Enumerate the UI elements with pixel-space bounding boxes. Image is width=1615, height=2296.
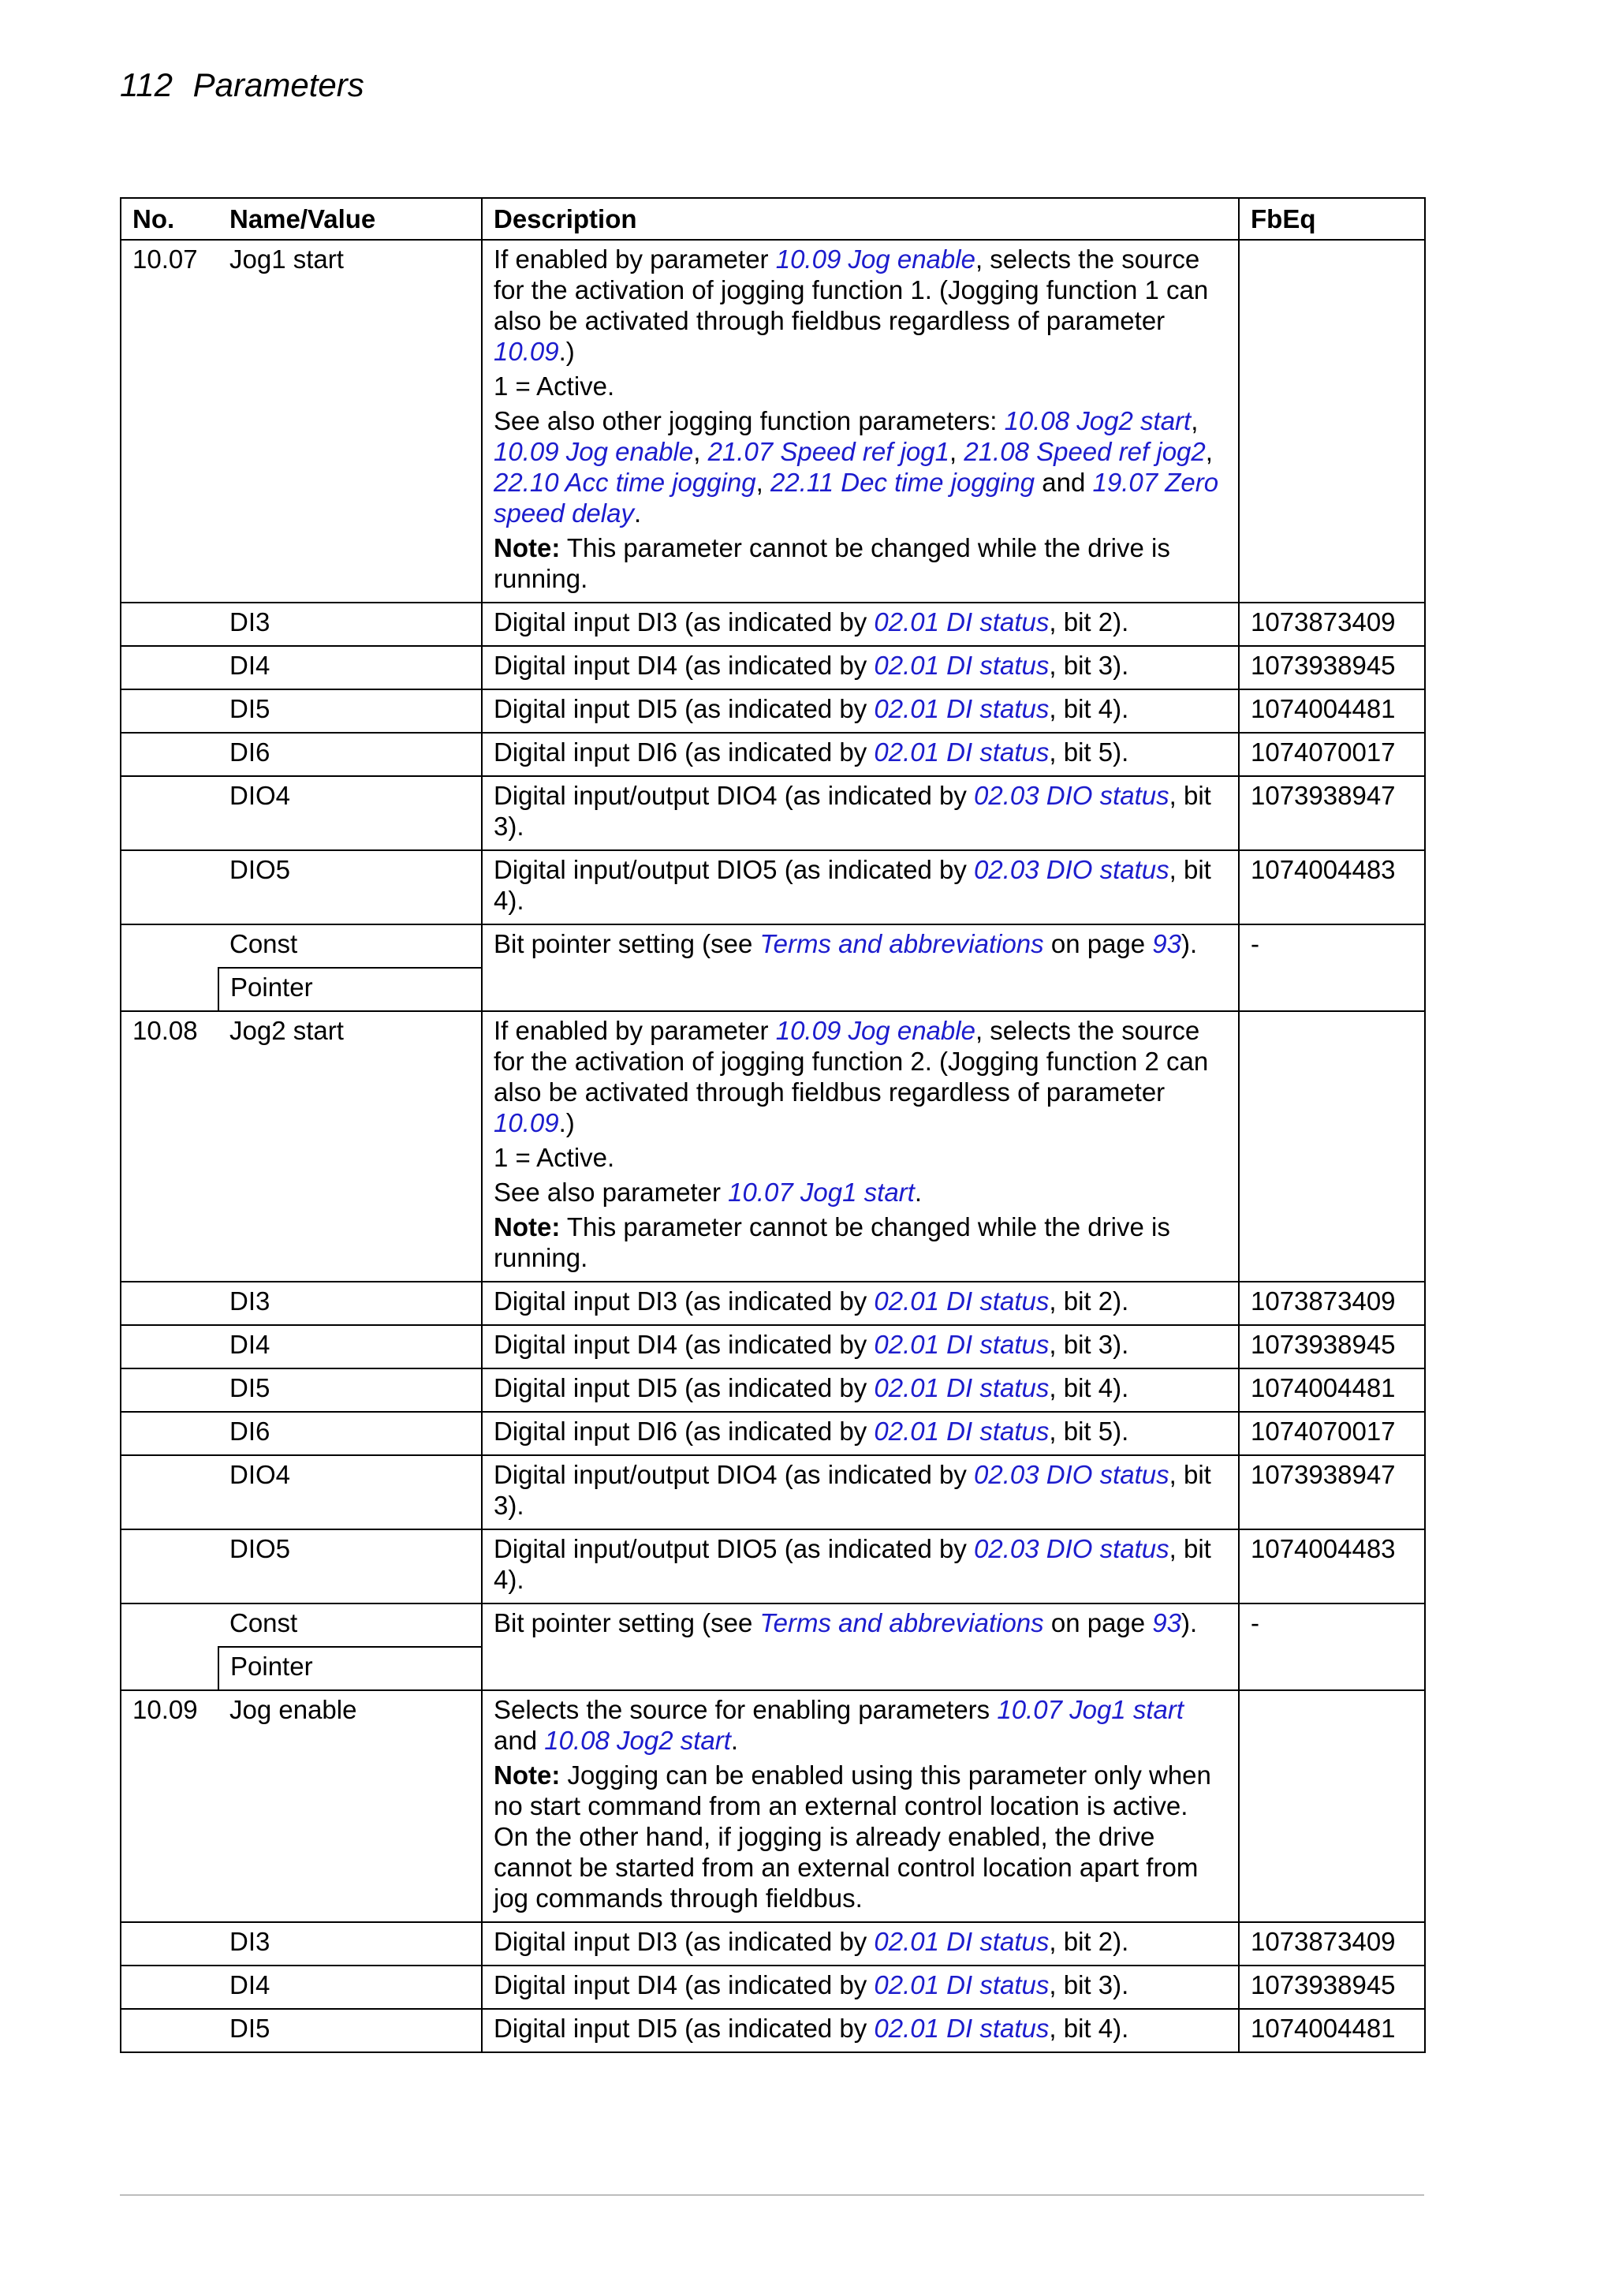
param-link[interactable]: 22.11 Dec time jogging [770, 468, 1035, 497]
value-row-dio5 [121, 850, 1425, 924]
param-link[interactable]: 10.08 Jog2 start [1004, 406, 1192, 435]
param-link[interactable]: 10.09 Jog enable [775, 245, 975, 274]
value-row-di3 [121, 603, 1425, 646]
value-fbeq: 1073873409 [1239, 1922, 1425, 1966]
value-name: DI6 [218, 1412, 482, 1455]
value-description: Digital input/output DIO4 (as indicated by 02.03 DIO status, bit 3). [482, 776, 1239, 850]
param-fbeq [1239, 1011, 1425, 1282]
value-row-di4 [121, 1966, 1425, 2009]
value-fbeq: 1073938945 [1239, 1966, 1425, 2009]
value-fbeq: 1073938945 [1239, 1325, 1425, 1368]
value-row-dio4 [121, 1455, 1425, 1529]
value-fbeq: 1074004481 [1239, 689, 1425, 733]
value-fbeq: 1074004483 [1239, 850, 1425, 924]
value-fbeq: 1074004481 [1239, 2009, 1425, 2052]
footer-divider [120, 2194, 1424, 2196]
status-link[interactable]: 02.03 DIO status [974, 781, 1169, 810]
status-link[interactable]: 02.01 DI status [874, 2014, 1050, 2043]
param-row-10-08 [121, 1011, 1425, 1282]
param-link[interactable]: 10.09 Jog enable [494, 437, 694, 466]
value-name: DI4 [218, 1966, 482, 2009]
status-link[interactable]: 02.01 DI status [874, 1286, 1050, 1316]
note-label: Note: [494, 533, 561, 562]
param-link[interactable]: 10.07 Jog1 start [997, 1695, 1184, 1724]
col-header-no: No. [121, 198, 218, 240]
param-link[interactable]: 21.08 Speed ref jog2 [964, 437, 1206, 466]
param-link[interactable]: 10.09 Jog enable [775, 1016, 975, 1045]
value-description: Digital input/output DIO5 (as indicated by 02.03 DIO status, bit 4). [482, 1529, 1239, 1603]
value-name: DI4 [218, 646, 482, 689]
param-fbeq [1239, 240, 1425, 603]
col-header-description: Description [482, 198, 1239, 240]
param-description: If enabled by parameter 10.09 Jog enable, selects the source for the activation of jogging function 2. (Jogging function 2 can also be activated through fieldbus regardless of parameter 10.09.) 1 = Active. See also parameter 10.07 Jog1 start. Note: This parameter cannot be changed while the drive is running. [482, 1011, 1239, 1282]
value-description: Digital input DI5 (as indicated by 02.01 DI status, bit 4). [482, 1368, 1239, 1412]
value-name: DIO4 [218, 1455, 482, 1529]
value-fbeq: 1074070017 [1239, 1412, 1425, 1455]
page-header [120, 66, 364, 104]
param-fbeq [1239, 1690, 1425, 1922]
status-link[interactable]: 02.01 DI status [874, 651, 1050, 680]
value-fbeq: 1074004483 [1239, 1529, 1425, 1603]
value-description: Digital input DI6 (as indicated by 02.01 DI status, bit 5). [482, 1412, 1239, 1455]
status-link[interactable]: 02.03 DIO status [974, 855, 1169, 884]
value-name: DI5 [218, 689, 482, 733]
param-row-10-07 [121, 240, 1425, 603]
value-description: Digital input DI5 (as indicated by 02.01 DI status, bit 4). [482, 2009, 1239, 2052]
value-row-const [121, 924, 1425, 968]
status-link[interactable]: 02.01 DI status [874, 1373, 1050, 1402]
page-number: 112 [120, 66, 173, 103]
status-link[interactable]: 02.03 DIO status [974, 1460, 1169, 1489]
terms-link[interactable]: Terms and abbreviations [759, 929, 1044, 958]
value-description: Bit pointer setting (see Terms and abbreviations on page 93). [482, 1603, 1239, 1690]
col-header-name-value: Name/Value [218, 198, 482, 240]
value-row-dio5 [121, 1529, 1425, 1603]
value-fbeq: 1073873409 [1239, 1282, 1425, 1325]
value-name: DI3 [218, 1282, 482, 1325]
value-fbeq: 1073873409 [1239, 603, 1425, 646]
status-link[interactable]: 02.01 DI status [874, 1970, 1050, 1999]
status-link[interactable]: 02.01 DI status [874, 694, 1050, 723]
value-name: Pointer [218, 1647, 482, 1690]
value-name: DIO5 [218, 850, 482, 924]
value-fbeq: 1074004481 [1239, 1368, 1425, 1412]
value-description: Digital input/output DIO4 (as indicated by 02.03 DIO status, bit 3). [482, 1455, 1239, 1529]
value-name: DI3 [218, 1922, 482, 1966]
value-row-di5 [121, 1368, 1425, 1412]
page-link[interactable]: 93 [1152, 1608, 1182, 1637]
param-name: Jog2 start [218, 1011, 482, 1282]
status-link[interactable]: 02.01 DI status [874, 1927, 1050, 1956]
param-link[interactable]: 10.09 [494, 1108, 559, 1137]
value-name: DIO5 [218, 1529, 482, 1603]
value-row-di5 [121, 2009, 1425, 2052]
parameters-table [120, 197, 1426, 2053]
param-name: Jog enable [218, 1690, 482, 1922]
value-row-const [121, 1603, 1425, 1647]
value-name: DI3 [218, 603, 482, 646]
value-description: Digital input DI4 (as indicated by 02.01 DI status, bit 3). [482, 1325, 1239, 1368]
value-row-di3 [121, 1282, 1425, 1325]
value-fbeq: 1074070017 [1239, 733, 1425, 776]
value-description: Digital input DI6 (as indicated by 02.01 DI status, bit 5). [482, 733, 1239, 776]
value-row-di4 [121, 1325, 1425, 1368]
value-description: Bit pointer setting (see Terms and abbreviations on page 93). [482, 924, 1239, 1011]
value-row-di5 [121, 689, 1425, 733]
param-row-10-09 [121, 1690, 1425, 1922]
note-label: Note: [494, 1212, 561, 1241]
param-link[interactable]: 22.10 Acc time jogging [494, 468, 756, 497]
value-fbeq: 1073938945 [1239, 646, 1425, 689]
param-number: 10.07 [121, 240, 218, 603]
value-fbeq: - [1239, 1603, 1425, 1690]
value-description: Digital input DI3 (as indicated by 02.01 DI status, bit 2). [482, 1922, 1239, 1966]
value-name: DI5 [218, 1368, 482, 1412]
param-name: Jog1 start [218, 240, 482, 603]
value-description: Digital input DI3 (as indicated by 02.01 DI status, bit 2). [482, 603, 1239, 646]
value-name: DI5 [218, 2009, 482, 2052]
value-description: Digital input DI3 (as indicated by 02.01 DI status, bit 2). [482, 1282, 1239, 1325]
param-link[interactable]: 10.09 [494, 337, 559, 366]
status-link[interactable]: 02.01 DI status [874, 607, 1050, 637]
status-link[interactable]: 02.01 DI status [874, 1417, 1050, 1446]
value-name: DI6 [218, 733, 482, 776]
value-description: Digital input DI5 (as indicated by 02.01 DI status, bit 4). [482, 689, 1239, 733]
value-description: Digital input DI4 (as indicated by 02.01 DI status, bit 3). [482, 1966, 1239, 2009]
value-row-di6 [121, 1412, 1425, 1455]
col-header-fbeq: FbEq [1239, 198, 1425, 240]
param-description: If enabled by parameter 10.09 Jog enable, selects the source for the activation of jogging function 1. (Jogging function 1 can also be activated through fieldbus regardless of parameter 10.09.) 1 = Active. See also other jogging function parameters: 10.08 Jog2 start, 10.09 Jog enable, 21.07 Speed ref jog1, 21.08 Speed ref jog2, 22.10 Acc time jogging, 22.11 Dec time jogging and 19.07 Zero speed delay. Note: This parameter cannot be changed while the drive is running. [482, 240, 1239, 603]
value-fbeq: 1073938947 [1239, 1455, 1425, 1529]
param-number: 10.09 [121, 1690, 218, 1922]
value-row-di4 [121, 646, 1425, 689]
terms-link[interactable]: Terms and abbreviations [759, 1608, 1044, 1637]
param-number: 10.08 [121, 1011, 218, 1282]
value-row-di3 [121, 1922, 1425, 1966]
param-link[interactable]: 10.08 Jog2 start [544, 1726, 731, 1755]
page-link[interactable]: 93 [1152, 929, 1182, 958]
note-label: Note: [494, 1760, 561, 1790]
value-row-di6 [121, 733, 1425, 776]
value-name: Const [218, 1603, 482, 1647]
status-link[interactable]: 02.01 DI status [874, 737, 1050, 767]
section-title: Parameters [192, 66, 364, 103]
value-description: Digital input DI4 (as indicated by 02.01 DI status, bit 3). [482, 646, 1239, 689]
value-name: Const [218, 924, 482, 968]
value-name: Pointer [218, 968, 482, 1011]
value-description: Digital input/output DIO5 (as indicated by 02.03 DIO status, bit 4). [482, 850, 1239, 924]
value-fbeq: 1073938947 [1239, 776, 1425, 850]
value-name: DI4 [218, 1325, 482, 1368]
param-link[interactable]: 19.07 Zero speed delay [494, 468, 1219, 528]
value-row-dio4 [121, 776, 1425, 850]
param-description: Selects the source for enabling parameters 10.07 Jog1 start and 10.08 Jog2 start. Note: Jogging can be enabled using this parameter only when no start command from an external control location is active. On the other hand, if jogging is already enabled, the drive cannot be started from an external control location apart from jog commands through fieldbus. [482, 1690, 1239, 1922]
status-link[interactable]: 02.01 DI status [874, 1330, 1050, 1359]
value-fbeq: - [1239, 924, 1425, 1011]
param-link[interactable]: 10.07 Jog1 start [728, 1178, 915, 1207]
param-link[interactable]: 21.07 Speed ref jog1 [707, 437, 949, 466]
status-link[interactable]: 02.03 DIO status [974, 1534, 1169, 1563]
table-header-row [121, 198, 1425, 240]
value-name: DIO4 [218, 776, 482, 850]
